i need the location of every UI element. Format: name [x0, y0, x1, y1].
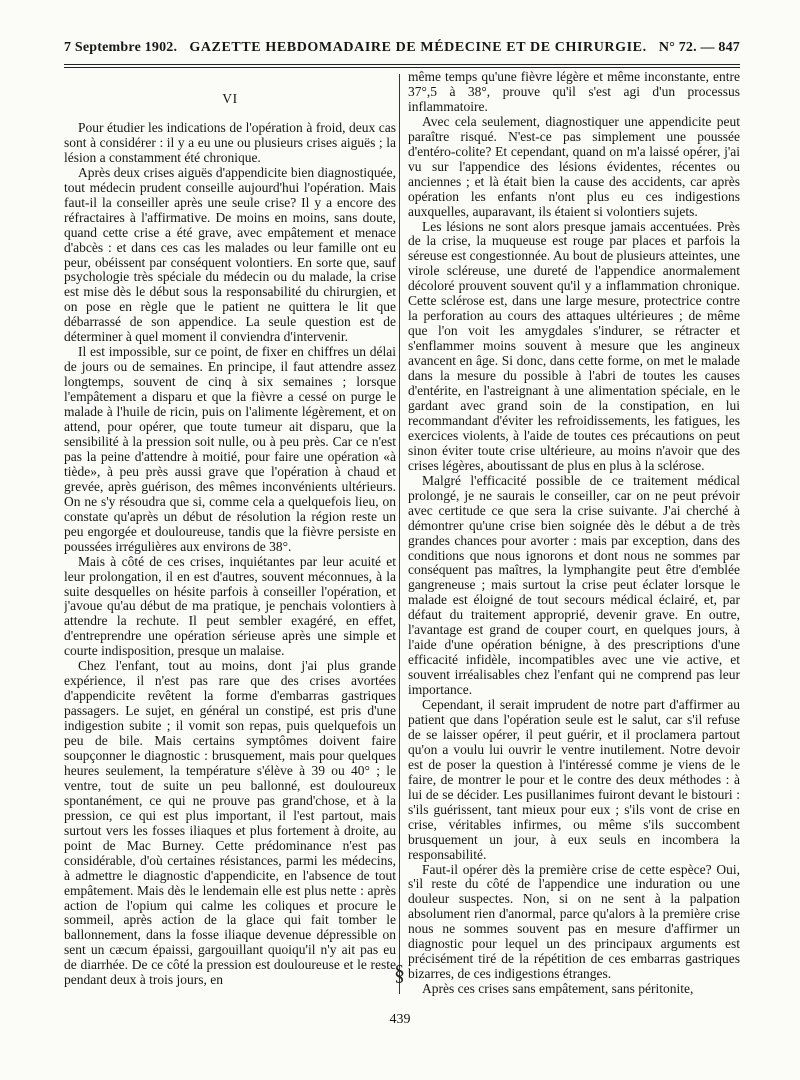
- column-divider: [399, 74, 400, 994]
- paragraph: Après ces crises sans empâtement, sans péritonite,: [422, 981, 694, 997]
- paragraph: Pour étudier les indications de l'opération à froid, deux cas sont à considérer : il y a eu une ou plusieurs crises aiguës ; la lésion a constamment été chronique.: [64, 119, 396, 165]
- paragraph: Cependant, il serait imprudent de notre part d'affirmer au patient que dans l'opération seule est le salut, car s'il refuse de se laisser opérer, il peut guérir, et il proclamera partout qu'on a voulu lui ouvrir le ventre inutilement. Notre devoir est de poser la question à l'intéressé comme je viens de le faire, de montrer le pour et le contre des deux méthodes : à lui de se décider. Les pusillanimes fuiront devant le bistouri : s'ils guérissent, tant mieux pour eux ; s'ils vont de crise en crise, véritables infirmes, ou même s'ils succombent brusquement un jour, à eux seuls en incombera la responsabilité.: [408, 697, 740, 862]
- issue-and-page: N° 72. — 847: [658, 40, 740, 55]
- paragraph: Les lésions ne sont alors presque jamais accentuées. Près de la crise, la muqueuse est rouge par places et parfois la séreuse est congestionnée. Au bout de plusieurs atteintes, une virole scléreuse, une dureté de l'appendice anormalement décoloré prouvent souvent qu'il y a inflammation chronique. Cette sclérose est, dans une large mesure, protectrice contre la perforation au cours des attaques ultérieures ; de même que l'on voit les amygdales s'indurer, se rétracter et s'enflammer moins souvent à mesure que les angineux avancent en âge. Si donc, dans cette forme, on met le malade dans la mesure du possible à l'abri de toutes les causes d'entérite, en l'astreignant à une alimentation spéciale, en le gardant avec grand soin de la constipation, en lui recommandant d'éviter les refroidissements, les fatigues, les exercices violents, à l'aide de toutes ces précautions on peut sinon éviter toute crise ultérieure, au moins n'avoir que des crises légères, aboutissant de plus en plus à la sclérose.: [408, 218, 740, 473]
- page-folio: 439: [389, 1012, 411, 1027]
- right-column: [408, 70, 740, 1022]
- paragraph: Faut-il opérer dès la première crise de cette espèce? Oui, s'il reste du côté de l'appendice une induration ou une douleur suspectes. Non, si on ne sent à la palpation absolument rien d'anormal, parce qu'alors à la première crise nous ne sommes souvent pas en mesure d'affirmer un diagnostic pour lequel un des principaux arguments est précisément tiré de la répétition de ces embarras gastriques bizarres, de ces indigestions étranges.: [408, 861, 740, 982]
- header-rule: [64, 64, 740, 68]
- paragraph: Mais à côté de ces crises, inquiétantes par leur acuité et leur prolongation, il en est d'autres, souvent méconnues, à la suite desquelles on hésite parfois à conseiller l'opération, et j'avoue qu'au début de ma pratique, je penchais volontiers à attendre la rechute. Il peut sembler exagéré, en effet, d'entreprendre une opération sérieuse après une simple et courte indisposition, presque un malaise.: [64, 553, 396, 659]
- paragraph: Chez l'enfant, tout au moins, dont j'ai plus grande expérience, il n'est pas rare que des crises avortées d'appendicite revêtent la forme d'embarras gastriques passagers. Le sujet, en général un constipé, est pris d'une indigestion subite ; il vomit son repas, puis quelquefois un peu de bile. Mais certains symptômes doivent faire soupçonner le diagnostic : brusquement, mais pour quelques heures seulement, la température s'élève à 39 ou 40° ; le ventre, tout de suite un peu ballonné, est douloureux spontanément, ce qui ne prouve pas grand'chose, et à la pression, ce qui est plus important, il l'est partout, mais surtout vers les fosses iliaques et plus fortement à droite, au point de Mac Burney. Cette prédominance n'est pas considérable, d'où certaines résistances, parmi les médecins, à admettre le diagnostic d'appendicite, en l'absence de tout empâtement. Mais dès le lendemain elle est plus nette : après action de l'opium qui calme les coliques et procure le sommeil, après action de la glace qui fait tomber le ballonnement, dans la fosse iliaque devenue dépressible on sent un cæcum épaissi, gargouillant quoiqu'il n'y ait pas eu de diarrhée. De ce côté la pression est douloureuse et le reste pendant deux à trois jours, en: [64, 658, 396, 988]
- paragraph: Il est impossible, sur ce point, de fixer en chiffres un délai de jours ou de semaines. En principe, il faut attendre assez longtemps, souvent de cinq à six semaines ; lorsque l'empâtement a disparu et que la fièvre a cessé on purge le malade à l'huile de ricin, puis on l'alimente légèrement, et on attend, pour opérer, que toute tumeur ait disparu, que la sensibilité à la pression soit nulle, ou à peu près. Car ce n'est pas la peine d'attendre à moitié, pour faire une opération «à tiède», à peu près aussi grave que l'opération à chaud et grevée, après guérison, des mêmes inconvénients ultérieurs. On ne s'y résoudra que si, comme cela a quelquefois lieu, on constate qu'après un début de résolution la région reste un peu engorgée et douloureuse, tandis que la fièvre persiste en poussées irrégulières aux environs de 38°.: [64, 344, 396, 554]
- section-number: VI: [222, 91, 238, 106]
- header-date: 7 Septembre 1902.: [64, 40, 178, 55]
- paragraph: Avec cela seulement, diagnostiquer une appendicite peut paraître risqué. N'est-ce pas simplement une poussée d'entéro-colite? Et cependant, quand on m'a laissé opérer, j'ai vu sur l'appendice des lésions évidentes, récentes ou anciennes ; et là était bien la cause des accidents, car après opération les enfants n'ont plus eu ces indigestions auxquelles, auparavant, ils étaient si volontiers sujets.: [408, 113, 740, 219]
- paragraph: Après deux crises aiguës d'appendicite bien diagnostiquée, tout médecin prudent conseille aujourd'hui l'opération. Mais faut-il la conseiller après une seule crise? Il y a encore des réfractaires à l'affirmative. De moins en moins, sans doute, quand cette crise a été grave, avec empâtement et menace d'abcès : et dans ces cas les malades ou leur famille ont eu peur, obéissent par conséquent volontiers. En sorte que, sauf psychologie très spéciale du médecin ou du malade, la crise est mise dès le début sous la responsabilité du chirurgien, et on pose en règle que le patient ne quittera le lit que débarrassé de son appendice. La seule question est de déterminer à quel moment il conviendra d'intervenir.: [64, 164, 396, 345]
- binding-mark: §: [394, 960, 405, 985]
- journal-title: GAZETTE HEBDOMADAIRE DE MÉDECINE ET DE CHIRURGIE.: [189, 40, 647, 55]
- left-column: [64, 78, 396, 1030]
- paragraph: Malgré l'efficacité possible de ce traitement médical prolongé, je ne saurais le conseiller, car on ne peut prévoir avec certitude ce que sera la crise suivante. J'ai cherché à démontrer qu'une crise bien soignée dès le début a de très grandes chances pour avorter : mais par exception, dans des conditions que nous ignorons et dont nous ne sommes par conséquent pas maîtres, la lymphangite peut être d'emblée gangreneuse ; mais surtout la crise peut éclater lorsque le malade est éloigné de tout secours médical éclairé, et, par défaut du traitement approprié, devenir grave. En outre, l'avantage est grand de couper court, en quelques jours, à l'aide d'une opération bénigne, à des prescriptions d'une efficacité infidèle, incompatibles avec une vie active, et souvent irréalisables chez l'enfant qui ne comprend pas leur importance.: [408, 472, 740, 698]
- paragraph: même temps qu'une fièvre légère et même inconstante, entre 37°,5 à 38°, prouve qu'il s'est agi d'un processus inflammatoire.: [408, 70, 740, 114]
- running-header: [64, 40, 740, 62]
